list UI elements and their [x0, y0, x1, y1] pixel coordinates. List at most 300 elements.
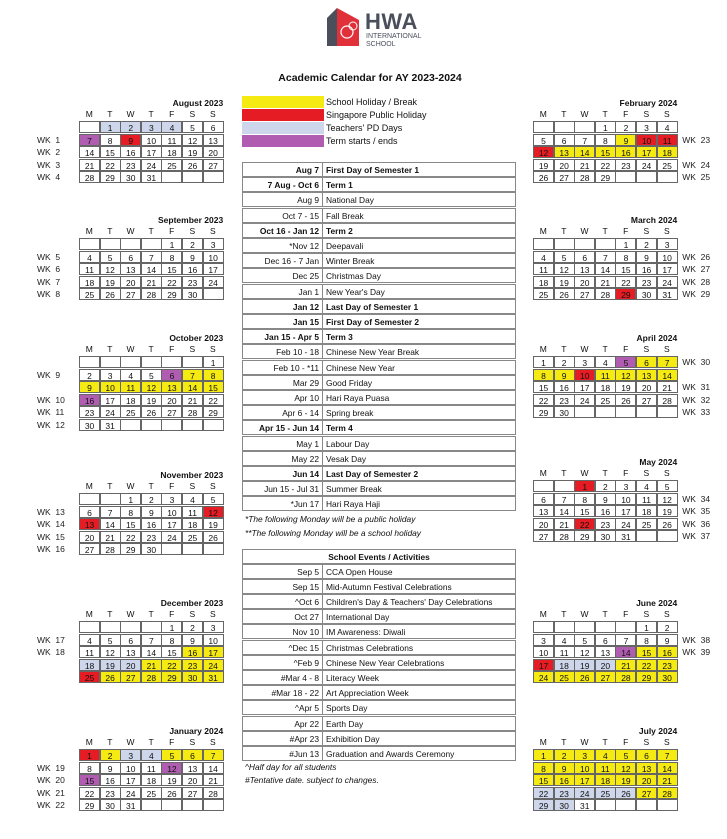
calendar-title: July 2024: [638, 726, 678, 736]
calendar-day: 29: [203, 406, 224, 418]
calendar-day: 1: [615, 238, 636, 250]
calendar-day: 5: [615, 749, 636, 761]
weekday-header: S: [210, 109, 216, 119]
calendar-day: 9: [595, 493, 616, 505]
event-name: Term 3: [326, 332, 353, 343]
calendar-day: 9: [100, 762, 121, 774]
weekday-header: T: [602, 609, 608, 619]
event-date: Apr 10: [243, 391, 323, 405]
calendar-day: 21: [100, 531, 121, 543]
calendar-day: 7: [595, 251, 616, 263]
calendar-day: 24: [203, 276, 224, 288]
calendar-title: June 2024: [636, 598, 678, 608]
calendar-day: 21: [657, 774, 678, 786]
calendar-day: 6: [120, 251, 141, 263]
event-date: #Apr 23: [243, 732, 323, 746]
calendar-day: 11: [554, 646, 575, 658]
calendar-day: 23: [554, 394, 575, 406]
calendar-day: 30: [554, 799, 575, 811]
calendar-day: 3: [100, 369, 121, 381]
calendar-day: 5: [615, 356, 636, 368]
calendar-day: 4: [636, 480, 657, 492]
calendar-day: [574, 406, 595, 418]
legend-label: Singapore Public Holiday: [326, 110, 427, 120]
calendar-day: 9: [657, 634, 678, 646]
calendar-day: 29: [636, 671, 657, 683]
week-number: WK 6: [37, 264, 61, 275]
weekday-header: W: [126, 226, 135, 236]
week-number: WK 2: [37, 147, 61, 158]
calendar-day: 5: [100, 634, 121, 646]
calendar-day: [100, 356, 121, 368]
weekday-header: S: [210, 737, 216, 747]
event-name: IM Awareness: Diwali: [326, 627, 406, 638]
week-number: WK 9: [37, 369, 61, 380]
event-row: [242, 594, 516, 609]
event-name: Vesak Day: [326, 453, 367, 464]
calendar-day: 5: [533, 134, 554, 146]
calendar-day: 7: [100, 506, 121, 518]
calendar-day: [100, 493, 121, 505]
legend-label: Teachers' PD Days: [326, 123, 403, 133]
calendar-day: 10: [120, 762, 141, 774]
calendar-day: 29: [615, 288, 636, 300]
event-name: Winter Break: [326, 256, 375, 267]
calendar-day: 9: [182, 634, 203, 646]
weekday-header: M: [85, 226, 93, 236]
calendar-day: 24: [574, 394, 595, 406]
event-date: Oct 16 - Jan 12: [243, 224, 323, 238]
calendar-day: 28: [141, 288, 162, 300]
legend-swatch: [242, 96, 324, 108]
calendar-day: 7: [203, 749, 224, 761]
calendar-day: 25: [533, 288, 554, 300]
calendar-day: 2: [120, 121, 141, 133]
event-row: [242, 746, 516, 761]
weekday-header: T: [107, 109, 113, 119]
event-name: CCA Open House: [326, 566, 393, 577]
calendar-day: 18: [636, 505, 657, 517]
weekday-header: S: [664, 609, 670, 619]
calendar-day: 21: [554, 518, 575, 530]
calendar-day: 20: [533, 518, 554, 530]
calendar-day: 16: [615, 146, 636, 158]
legend-swatch: [242, 122, 324, 134]
page-title: Academic Calendar for AY 2023-2024: [278, 72, 462, 84]
calendar-day: 26: [657, 518, 678, 530]
calendar-day: 11: [182, 506, 203, 518]
calendar-day: 13: [554, 146, 575, 158]
calendar-day: 21: [657, 381, 678, 393]
event-name: Fall Break: [326, 210, 364, 221]
event-name: Spring break: [326, 408, 374, 419]
footnote: **The following Monday will be a school holiday: [245, 527, 421, 538]
calendar-day: 14: [141, 646, 162, 658]
calendar-day: 4: [79, 634, 100, 646]
calendar-day: 25: [554, 671, 575, 683]
calendar-day: 23: [120, 159, 141, 171]
calendar-day: 26: [615, 787, 636, 799]
event-name: International Day: [326, 612, 390, 623]
calendar-day: 12: [615, 762, 636, 774]
calendar-day: 30: [657, 671, 678, 683]
weekday-header: W: [580, 226, 589, 236]
calendar-day: 21: [79, 159, 100, 171]
week-number: WK 4: [37, 172, 61, 183]
event-row: [242, 564, 516, 579]
calendar-day: 17: [203, 646, 224, 658]
weekday-header: S: [643, 737, 650, 747]
calendar-day: 20: [203, 146, 224, 158]
weekday-header: S: [643, 344, 650, 354]
calendar-day: 7: [657, 356, 678, 368]
weekday-header: F: [169, 226, 175, 236]
calendar-day: 26: [182, 159, 203, 171]
calendar-day: 1: [161, 621, 182, 633]
calendar-day: 20: [120, 276, 141, 288]
calendar-day: 26: [203, 531, 224, 543]
weekday-header: F: [623, 609, 629, 619]
calendar-day: 22: [79, 787, 100, 799]
weekday-header: M: [85, 344, 93, 354]
calendar-day: 25: [595, 394, 616, 406]
calendar-day: [141, 799, 162, 811]
week-number: WK 36: [682, 518, 711, 529]
event-name: Chinese New Year Break: [326, 347, 420, 358]
key-date-row: [242, 466, 516, 481]
calendar-day: 6: [554, 134, 575, 146]
weekday-header: S: [210, 609, 216, 619]
calendar-day: 27: [533, 530, 554, 542]
calendar-day: [182, 799, 203, 811]
calendar-day: 11: [533, 263, 554, 275]
event-name: Hari Raya Puasa: [326, 393, 390, 403]
calendar-day: [615, 171, 636, 183]
calendar-day: 28: [657, 787, 678, 799]
calendar-day: [595, 406, 616, 418]
calendar-day: [657, 406, 678, 418]
event-date: Jun 15 - Jul 31: [243, 482, 323, 496]
weekday-header: T: [148, 344, 154, 354]
calendar-day: 17: [161, 518, 182, 530]
calendar-day: 3: [203, 621, 224, 633]
calendar-day: 13: [120, 263, 141, 275]
weekday-header: M: [85, 737, 93, 747]
week-number: WK 30: [682, 357, 711, 367]
calendar-day: 20: [636, 774, 657, 786]
calendar-day: 2: [615, 121, 636, 133]
calendar-day: 27: [574, 288, 595, 300]
calendar-day: [533, 621, 554, 633]
calendar-day: [161, 799, 182, 811]
calendar-day: 10: [574, 762, 595, 774]
calendar-day: [182, 543, 203, 555]
calendar-day: [533, 121, 554, 133]
weekday-header: S: [664, 344, 670, 354]
event-date: Aug 7: [243, 163, 323, 177]
calendar-day: 25: [141, 787, 162, 799]
weekday-header: M: [539, 468, 547, 478]
calendar-day: 19: [554, 276, 575, 288]
calendar-day: 30: [141, 543, 162, 555]
week-number: WK 34: [682, 493, 711, 504]
weekday-header: S: [189, 109, 196, 119]
key-date-row: [242, 253, 516, 268]
calendar-day: 6: [120, 634, 141, 646]
calendar-day: 13: [636, 369, 657, 381]
weekday-header: W: [126, 481, 135, 491]
week-number: WK 3: [37, 159, 61, 170]
calendar-day: 19: [574, 659, 595, 671]
calendar-day: 22: [574, 518, 595, 530]
event-name: Term 1: [326, 180, 353, 191]
calendar-day: 17: [141, 146, 162, 158]
event-row: [242, 685, 516, 700]
event-date: #Mar 18 - 22: [243, 686, 323, 700]
calendar-day: 16: [554, 774, 575, 786]
key-date-row: [242, 375, 516, 390]
calendar-day: 25: [595, 787, 616, 799]
calendar-day: 15: [203, 381, 224, 393]
calendar-day: 4: [657, 121, 678, 133]
calendar-day: [203, 799, 224, 811]
calendar-day: [79, 621, 100, 633]
calendar-day: 13: [182, 762, 203, 774]
calendar-day: 18: [141, 774, 162, 786]
event-date: Jan 1: [243, 285, 323, 299]
calendar-day: 15: [574, 505, 595, 517]
calendar-day: 1: [79, 749, 100, 761]
weekday-header: S: [664, 226, 670, 236]
calendar-day: 11: [161, 134, 182, 146]
weekday-header: M: [539, 109, 547, 119]
calendar-day: 13: [636, 762, 657, 774]
weekday-header: S: [189, 481, 196, 491]
calendar-day: 31: [120, 799, 141, 811]
event-date: Feb 10 - *11: [243, 361, 323, 375]
calendar-day: 18: [595, 381, 616, 393]
event-name: Good Friday: [326, 377, 373, 388]
calendar-day: 29: [533, 406, 554, 418]
legend-item-pd: [242, 122, 502, 134]
calendar-day: 11: [79, 263, 100, 275]
weekday-header: S: [189, 737, 196, 747]
calendar-day: 20: [161, 394, 182, 406]
weekday-header: W: [126, 609, 135, 619]
calendar-day: 3: [574, 356, 595, 368]
weekday-header: T: [148, 737, 154, 747]
calendar-day: [203, 171, 224, 183]
weekday-header: T: [561, 609, 567, 619]
calendar-day: 11: [636, 493, 657, 505]
event-row: [242, 700, 516, 715]
event-date: Jan 15 - Apr 5: [243, 330, 323, 344]
calendar-day: 3: [636, 121, 657, 133]
calendar-day: 22: [533, 394, 554, 406]
calendar-day: 18: [79, 659, 100, 671]
calendar-day: [554, 480, 575, 492]
key-date-row: [242, 284, 516, 299]
calendar-day: 23: [100, 787, 121, 799]
calendar-day: 26: [574, 671, 595, 683]
weekday-header: T: [561, 468, 567, 478]
weekday-header: T: [602, 344, 608, 354]
calendar-day: 11: [595, 762, 616, 774]
weekday-header: T: [107, 344, 113, 354]
weekday-header: W: [580, 737, 589, 747]
calendar-day: 4: [533, 251, 554, 263]
event-name: Term 2: [326, 225, 353, 236]
calendar-day: [182, 171, 203, 183]
calendar-day: 14: [100, 518, 121, 530]
calendar-day: 12: [141, 381, 162, 393]
event-date: Jun 14: [243, 467, 323, 481]
calendar-day: 5: [554, 251, 575, 263]
calendar-day: 14: [657, 369, 678, 381]
calendar-day: [657, 171, 678, 183]
calendar-day: 16: [595, 505, 616, 517]
key-date-row: [242, 162, 516, 177]
calendar-day: 16: [182, 263, 203, 275]
week-number: WK 39: [682, 647, 711, 658]
calendar-day: 15: [615, 263, 636, 275]
week-number: WK 31: [682, 382, 711, 393]
event-date: Feb 10 - 18: [243, 345, 323, 359]
calendar-day: 9: [554, 369, 575, 381]
calendar-day: [574, 621, 595, 633]
calendar-day: [161, 419, 182, 431]
week-number: WK 25: [682, 172, 711, 183]
calendar-title: January 2024: [169, 726, 224, 736]
legend-label: School Holiday / Break: [326, 97, 418, 107]
key-date-row: [242, 329, 516, 344]
calendar-day: 5: [161, 749, 182, 761]
calendar-day: 12: [615, 369, 636, 381]
calendar-day: 6: [595, 634, 616, 646]
calendar-day: [161, 543, 182, 555]
calendar-day: 16: [636, 263, 657, 275]
calendar-day: 22: [203, 394, 224, 406]
calendar-day: 2: [595, 480, 616, 492]
event-name: Hari Raya Haji: [326, 499, 380, 510]
calendar-day: 19: [182, 146, 203, 158]
calendar-day: 25: [636, 518, 657, 530]
event-date: May 22: [243, 452, 323, 466]
event-name: Term 4: [326, 423, 353, 434]
calendar-day: 5: [657, 480, 678, 492]
calendar-day: 28: [657, 394, 678, 406]
calendar-day: 23: [141, 531, 162, 543]
week-number: WK 24: [682, 159, 711, 170]
logo-text: HWA: [365, 9, 418, 34]
calendar-day: 1: [533, 356, 554, 368]
event-row: [242, 655, 516, 670]
calendar-day: 29: [161, 288, 182, 300]
calendar-day: [595, 621, 616, 633]
calendar-day: 27: [595, 671, 616, 683]
calendar-day: 23: [182, 659, 203, 671]
calendar-day: 2: [554, 356, 575, 368]
weekday-header: F: [623, 226, 629, 236]
calendar-day: 15: [595, 146, 616, 158]
weekday-header: W: [580, 344, 589, 354]
calendar-day: 31: [100, 419, 121, 431]
calendar-day: 26: [533, 171, 554, 183]
calendar-day: 8: [595, 134, 616, 146]
calendar-day: 16: [182, 646, 203, 658]
calendar-day: 12: [161, 762, 182, 774]
weekday-header: F: [623, 737, 629, 747]
event-name: First Day of Semester 2: [326, 317, 420, 327]
weekday-header: T: [561, 226, 567, 236]
calendar-day: 24: [100, 406, 121, 418]
calendar-day: 25: [79, 288, 100, 300]
calendar-day: [615, 799, 636, 811]
weekday-header: T: [561, 344, 567, 354]
calendar-day: 6: [533, 493, 554, 505]
calendar-day: 29: [533, 799, 554, 811]
event-row: [242, 624, 516, 639]
calendar-day: [161, 356, 182, 368]
calendar-day: 3: [161, 493, 182, 505]
weekday-header: S: [664, 737, 670, 747]
event-date: ^Feb 9: [243, 656, 323, 670]
event-name: National Day: [326, 195, 374, 206]
calendar-day: 23: [615, 159, 636, 171]
school-logo: [325, 6, 435, 52]
calendar-day: 29: [120, 543, 141, 555]
calendar-day: [615, 406, 636, 418]
calendar-day: 26: [100, 288, 121, 300]
calendar-day: 3: [657, 238, 678, 250]
calendar-day: 8: [574, 493, 595, 505]
event-date: ^Oct 6: [243, 595, 323, 609]
calendar-day: 2: [182, 238, 203, 250]
calendar-day: 16: [554, 381, 575, 393]
event-date: #Jun 13: [243, 747, 323, 761]
calendar-day: 9: [554, 762, 575, 774]
calendar-day: 1: [161, 238, 182, 250]
calendar-day: 7: [182, 369, 203, 381]
calendar-day: 13: [120, 646, 141, 658]
calendar-day: [141, 238, 162, 250]
week-number: WK 32: [682, 394, 711, 405]
calendar-day: [203, 288, 224, 300]
calendar-day: 18: [554, 659, 575, 671]
event-name: Christmas Day: [326, 271, 381, 282]
calendar-day: 28: [79, 171, 100, 183]
weekday-header: F: [169, 737, 175, 747]
weekday-header: W: [580, 109, 589, 119]
footnote: *The following Monday will be a public holiday: [245, 513, 416, 524]
calendar-day: 24: [657, 276, 678, 288]
calendar-day: 31: [203, 671, 224, 683]
calendar-day: 10: [574, 369, 595, 381]
calendar-day: 12: [554, 263, 575, 275]
calendar-day: 26: [554, 288, 575, 300]
calendar-day: 4: [141, 749, 162, 761]
events-heading: School Events / Activities: [242, 549, 516, 564]
calendar-day: 23: [595, 518, 616, 530]
week-number: WK 27: [682, 264, 711, 275]
legend-label: Term starts / ends: [326, 136, 398, 146]
calendar-day: 27: [120, 288, 141, 300]
calendar-day: 20: [636, 381, 657, 393]
calendar-day: 21: [595, 276, 616, 288]
calendar-day: 21: [203, 774, 224, 786]
calendar-day: 29: [79, 799, 100, 811]
calendar-day: 14: [141, 263, 162, 275]
